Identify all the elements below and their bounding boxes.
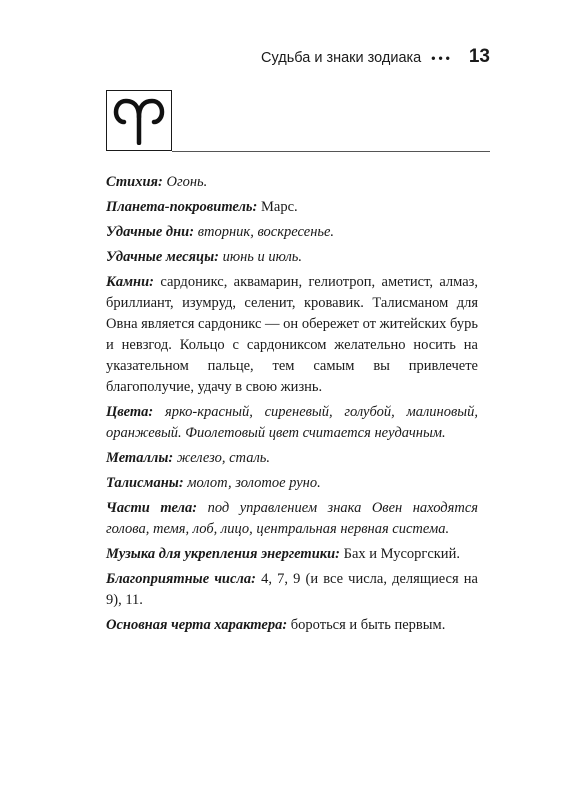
entry-music: [106, 544, 478, 565]
entry-value: июнь и июль.: [222, 249, 303, 265]
entry-value: железо, сталь.: [176, 450, 271, 466]
entry-value: Огонь.: [166, 174, 208, 190]
entry-body-parts: [106, 498, 478, 540]
entry-value: Марс.: [261, 199, 298, 215]
entry-value: сардоникс, аквамарин, гелиотроп, аметист, алмаз, бриллиант, изумруд, селенит, кровавик. Талисманом для Овна является сардоникс — он обережет от житейских бурь и невзгод. Кольцо с сардониксом желательно носить на указательном пальце, тем самым вы привлечете благополучие, удачу в свою жизнь.: [106, 274, 478, 395]
entry-lucky-numbers: [106, 569, 478, 611]
entry-colors: [106, 402, 478, 444]
running-title: Судьба и знаки зодиака: [261, 50, 422, 66]
entry-label: Удачные дни:: [106, 224, 195, 240]
entry-metals: [106, 448, 478, 469]
entry-stones: [106, 272, 478, 398]
header-dots: •••: [431, 51, 453, 65]
zodiac-properties: [106, 172, 478, 640]
header-rule: [172, 151, 490, 152]
entry-label: Цвета:: [106, 404, 154, 420]
entry-label: Планета-покровитель:: [106, 199, 258, 215]
zodiac-symbol-box: [106, 90, 172, 151]
entry-value: бороться и быть первым.: [290, 617, 446, 633]
entry-lucky-months: [106, 247, 478, 268]
running-header: [0, 46, 490, 68]
entry-planet: [106, 197, 478, 218]
entry-label: Камни:: [106, 274, 154, 290]
entry-element: [106, 172, 478, 193]
entry-value: вторник, воскресенье.: [197, 224, 335, 240]
entry-label: Стихия:: [106, 174, 163, 190]
entry-label: Металлы:: [106, 450, 174, 466]
entry-lucky-days: [106, 222, 478, 243]
entry-label: Музыка для укрепления энергетики:: [106, 546, 341, 562]
entry-main-trait: [106, 615, 478, 636]
entry-value: ярко-красный, сиреневый, голубой, малиновый, оранжевый. Фиолетовый цвет считается неудачным.: [106, 404, 478, 441]
entry-value: Бах и Мусоргский.: [343, 546, 460, 562]
entry-value: под управлением знака Овен находятся голова, темя, лоб, лицо, центральная нервная система.: [106, 500, 479, 537]
entry-label: Удачные месяцы:: [106, 249, 219, 265]
entry-label: Благоприятные числа:: [106, 571, 256, 587]
entry-label: Талисманы:: [106, 475, 184, 491]
entry-label: Основная черта характера:: [106, 617, 288, 633]
entry-value: молот, золотое руно.: [187, 475, 321, 491]
entry-talismans: [106, 473, 478, 494]
page-number: 13: [468, 46, 490, 67]
entry-label: Части тела:: [106, 500, 198, 516]
entry-value: 4, 7, 9 (и все числа, делящиеся на 9), 11.: [106, 571, 478, 608]
aries-icon: [113, 97, 165, 145]
